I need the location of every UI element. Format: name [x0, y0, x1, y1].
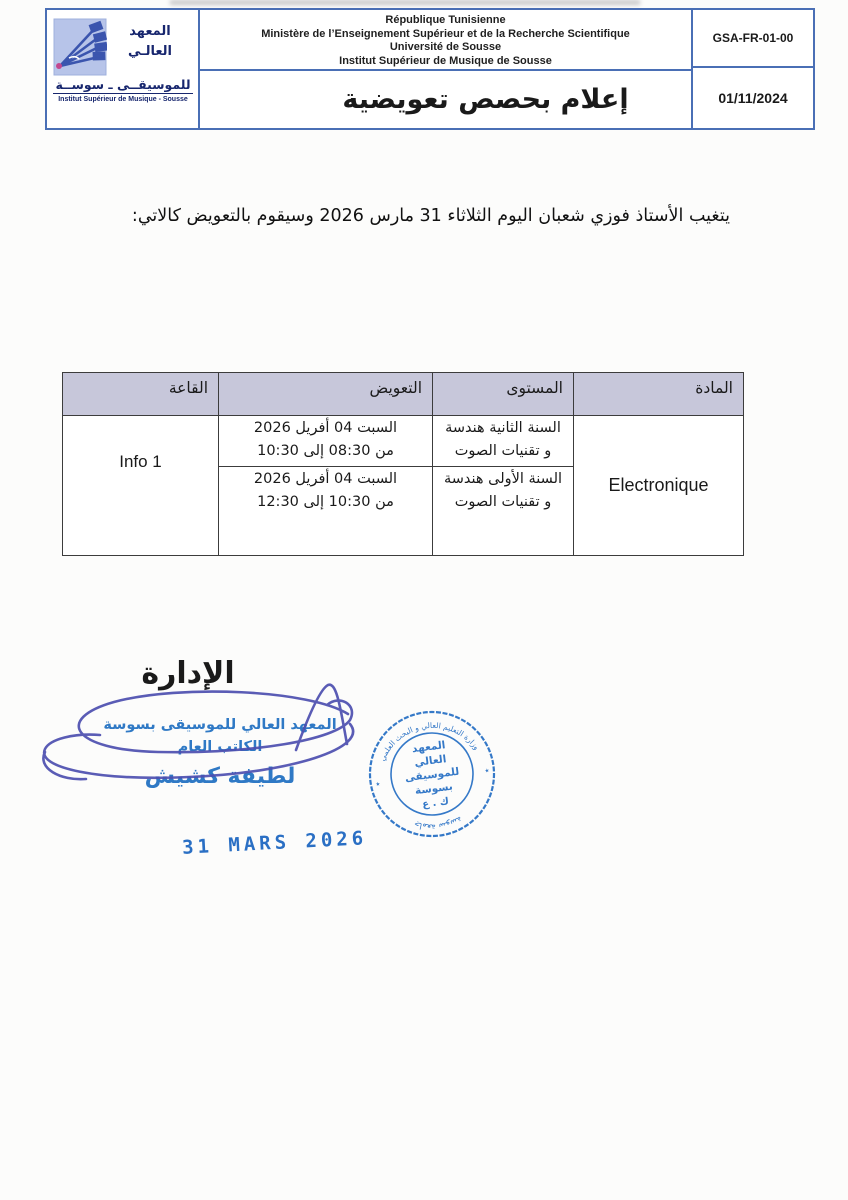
- administration-heading: الإدارة: [141, 656, 235, 691]
- stamp-role-line: الكاتب العام: [177, 739, 263, 755]
- institution-line-republic: République Tunisienne: [385, 14, 506, 26]
- makeup-cell: [219, 467, 433, 556]
- stamp-right-asterisk: ٭: [484, 766, 491, 777]
- header-center-column: [200, 10, 691, 128]
- column-header-room: القاعة: [63, 373, 219, 416]
- stamp-center-line2: العالي: [413, 753, 448, 770]
- institution-block: [200, 10, 691, 69]
- stamp-left-asterisk: ٭: [374, 779, 381, 790]
- level-cell: [433, 416, 574, 467]
- makeup-schedule-table: [62, 372, 744, 556]
- makeup-date: السبت 04 أفريل 2026: [253, 420, 398, 436]
- makeup-date: السبت 04 أفريل 2026: [253, 471, 398, 487]
- document-code: GSA-FR-01-00: [712, 31, 794, 45]
- level-line2: و تقنيات الصوت: [454, 443, 552, 459]
- column-header-subject: المادة: [574, 373, 744, 416]
- logo-arabic-name: [107, 18, 193, 62]
- stamp-center-line1: المعهد: [411, 739, 447, 756]
- logo-arabic-line3: للموسيقــى ـ سوســة: [53, 77, 193, 94]
- level-cell: [433, 467, 574, 556]
- stamp-institute-line: المعهد العالي للموسيقى بسوسة: [103, 717, 337, 733]
- makeup-cell: [219, 416, 433, 467]
- music-notes-logo-icon: [53, 18, 107, 76]
- institution-line-institute: Institut Supérieur de Musique de Sousse: [339, 54, 552, 67]
- table-row: [63, 416, 744, 467]
- scan-artifact: [170, 0, 640, 5]
- level-line1: السنة الأولى هندسة: [443, 471, 563, 487]
- official-round-stamp: [358, 700, 505, 847]
- table-header-row: [63, 373, 744, 416]
- stamp-top-arc-text: وزارة التعليم العالي و البحث العلمي: [377, 720, 482, 763]
- stamp-center-line4: بسوسة: [414, 780, 454, 798]
- logo-arabic-line1: المعهد: [129, 24, 171, 39]
- level-line2: و تقنيات الصوت: [454, 494, 552, 510]
- date-stamp: 31 MARS 2026: [181, 827, 368, 859]
- document-date: 01/11/2024: [693, 66, 813, 128]
- logo-french-name: Institut Supérieur de Musique - Sousse: [58, 96, 188, 103]
- subject-cell: Electronique: [574, 416, 744, 556]
- institution-line-ministry: Ministère de l’Enseignement Supérieur et de la Recherche Scientifique: [261, 27, 630, 40]
- handwritten-signature: [28, 672, 373, 807]
- document-title: [200, 69, 691, 128]
- column-header-level: المستوى: [433, 373, 574, 416]
- stamp-signatory-name: لطيفة كشيش: [144, 764, 296, 789]
- header-right-column: [691, 10, 813, 128]
- level-line1: السنة الثانية هندسة: [445, 420, 561, 436]
- makeup-time: من 10:30 إلى 12:30: [257, 494, 394, 510]
- room-cell: Info 1: [63, 416, 219, 556]
- stamp-center-line5: ك . ع: [421, 796, 450, 811]
- stamp-bottom-arc-text: جامعة سوسة: [412, 813, 464, 832]
- document-header: [45, 8, 815, 130]
- column-header-makeup: التعويض: [219, 373, 433, 416]
- institution-line-university: Université de Sousse: [389, 41, 502, 53]
- institute-logo: [47, 10, 200, 128]
- announcement-text: يتغيب الأستاذ فوزي شعبان اليوم الثلاثاء 31 مارس 2026 وسيقوم بالتعويض كالاتي:: [131, 206, 730, 226]
- logo-top-row: [53, 18, 193, 76]
- logo-arabic-line2: العالـي: [127, 44, 173, 59]
- document-title-text: إعلام بحصص تعويضية: [342, 84, 629, 115]
- makeup-time: من 08:30 إلى 10:30: [257, 443, 394, 459]
- stamp-center-line3: للموسيقى: [404, 765, 460, 785]
